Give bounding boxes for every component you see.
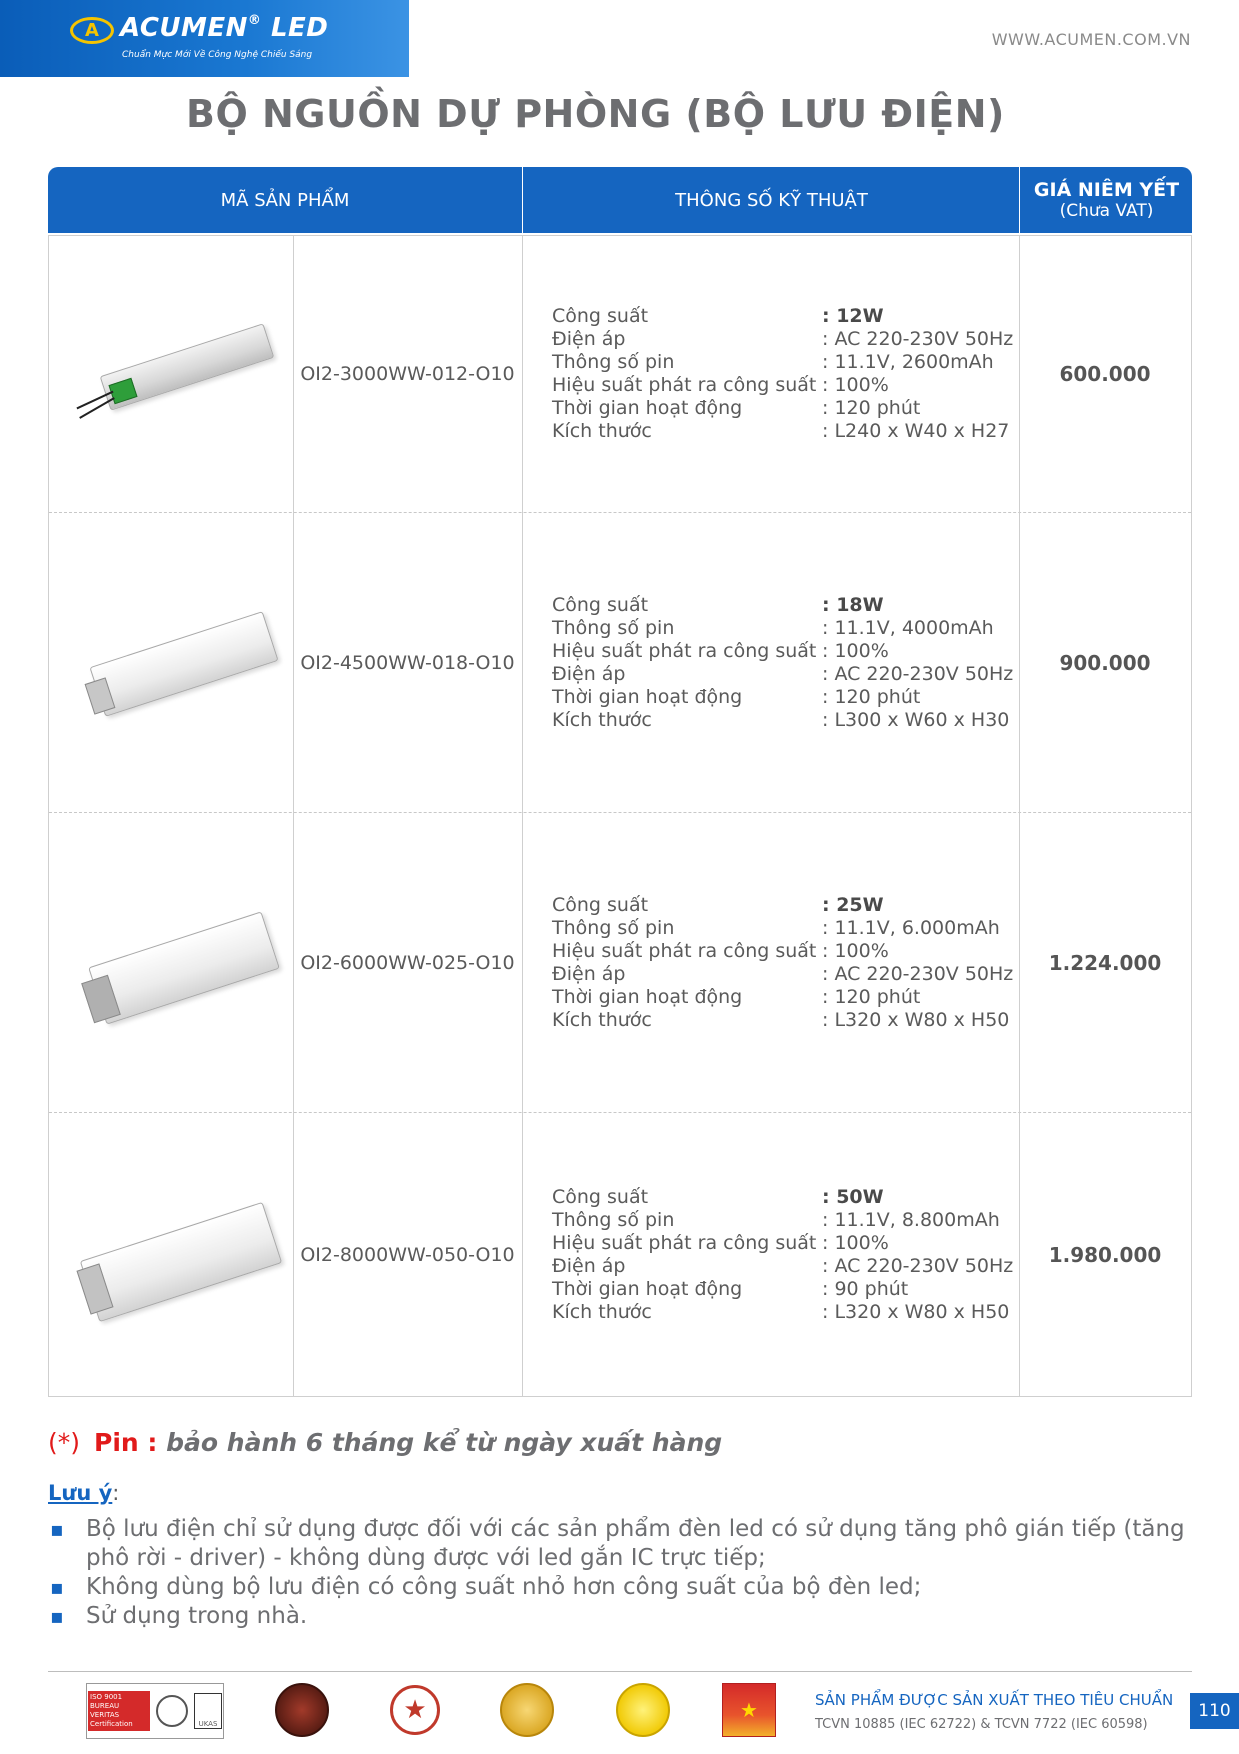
- product-price: 1.980.000: [1048, 1243, 1162, 1267]
- spec-line: Thời gian hoạt động : 90 phút: [552, 1278, 909, 1300]
- spec-line: Hiệu suất phát ra công suất : 100%: [552, 940, 889, 962]
- spec-line: Thời gian hoạt động : 120 phút: [552, 686, 921, 708]
- standard-codes: TCVN 10885 (IEC 62722) & TCVN 7722 (IEC 60598): [815, 1717, 1148, 1732]
- col-header-price: GIÁ NIÊM YẾT (Chưa VAT): [1019, 167, 1193, 233]
- product-image: [49, 1113, 293, 1397]
- product-table: [48, 235, 1192, 1397]
- product-code: OI2-3000WW-012-O10: [300, 363, 515, 385]
- bullet-icon: ▪: [50, 1575, 64, 1599]
- spec-line: Thông số pin : 11.1V, 8.800mAh: [552, 1209, 1000, 1231]
- spec-cell: [522, 236, 1019, 512]
- spec-line: Điện áp : AC 220-230V 50Hz: [552, 963, 1014, 985]
- spec-line: Công suất : 25W: [552, 894, 884, 916]
- bullet-icon: ▪: [50, 1604, 64, 1628]
- page-number: 110: [1190, 1693, 1239, 1729]
- product-image: [49, 236, 293, 512]
- table-header: [48, 167, 1192, 233]
- notes-list: [48, 1515, 1198, 1631]
- vietnam-quality-award-icon: ★: [721, 1683, 777, 1737]
- spec-line: Thời gian hoạt động : 120 phút: [552, 986, 921, 1008]
- logo-mark-icon: A: [70, 17, 114, 44]
- column-divider: [522, 236, 523, 1396]
- website-url: WWW.ACUMEN.COM.VN: [991, 30, 1191, 49]
- product-code: OI2-4500WW-018-O10: [300, 652, 515, 674]
- logo-wordmark: ACUMEN® LED: [120, 13, 329, 43]
- spec-line: Điện áp : AC 220-230V 50Hz: [552, 1255, 1014, 1277]
- product-price: 1.224.000: [1048, 951, 1162, 975]
- spec-line: Kích thước : L320 x W80 x H50: [552, 1301, 1010, 1323]
- iso-certificate-logo: ISO 9001 BUREAU VERITAS Certification UKAS: [86, 1683, 224, 1739]
- star-award-icon: ★: [388, 1683, 442, 1737]
- col-header-spec: THÔNG SỐ KỸ THUẬT: [522, 167, 1020, 233]
- product-image: [49, 813, 293, 1113]
- spec-cell: [522, 1113, 1019, 1397]
- spec-line: Thời gian hoạt động : 120 phút: [552, 397, 921, 419]
- list-item: ▪ Bộ lưu điện chỉ sử dụng được đối với các sản phẩm đèn led có sử dụng tăng phô gián tiếp (tăng phô rời - driver) - không dùng được với led gắn IC trực tiếp;: [50, 1516, 1185, 1571]
- notes-heading: Lưu ý:: [48, 1481, 120, 1505]
- spec-line: Hiệu suất phát ra công suất : 100%: [552, 1232, 889, 1254]
- product-price: 900.000: [1059, 651, 1151, 675]
- seal-icon: [156, 1695, 188, 1727]
- spec-line: Điện áp : AC 220-230V 50Hz: [552, 328, 1014, 350]
- footer-divider: [48, 1671, 1192, 1672]
- col-header-code: MÃ SẢN PHẨM: [220, 189, 350, 211]
- yellow-award-icon: [616, 1683, 670, 1737]
- standard-title: SẢN PHẨM ĐƯỢC SẢN XUẤT THEO TIÊU CHUẨN: [815, 1691, 1174, 1709]
- spec-line: Thông số pin : 11.1V, 2600mAh: [552, 351, 994, 373]
- spec-line: Công suất : 12W: [552, 305, 884, 327]
- award-medal-icon: [275, 1683, 329, 1737]
- spec-line: Thông số pin : 11.1V, 6.000mAh: [552, 917, 1000, 939]
- product-code: OI2-6000WW-025-O10: [300, 952, 515, 974]
- spec-line: Hiệu suất phát ra công suất : 100%: [552, 640, 889, 662]
- column-divider: [293, 236, 294, 1396]
- gold-award-icon: [500, 1683, 554, 1737]
- spec-line: Công suất : 50W: [552, 1186, 884, 1208]
- spec-line: Kích thước : L300 x W60 x H30: [552, 709, 1010, 731]
- page-title: BỘ NGUỒN DỰ PHÒNG (BỘ LƯU ĐIỆN): [186, 92, 1005, 136]
- spec-line: Kích thước : L320 x W80 x H50: [552, 1009, 1010, 1031]
- product-code: OI2-8000WW-050-O10: [300, 1244, 515, 1266]
- bullet-icon: ▪: [50, 1517, 64, 1541]
- pin-warranty-note: (*) Pin : bảo hành 6 tháng kể từ ngày xuất hàng: [48, 1428, 723, 1457]
- spec-line: Điện áp : AC 220-230V 50Hz: [552, 663, 1014, 685]
- spec-line: Công suất : 18W: [552, 594, 884, 616]
- spec-line: Thông số pin : 11.1V, 4000mAh: [552, 617, 994, 639]
- list-item: ▪ Không dùng bộ lưu điện có công suất nhỏ hơn công suất của bộ đèn led;: [50, 1574, 922, 1600]
- spec-line: Hiệu suất phát ra công suất : 100%: [552, 374, 889, 396]
- column-divider: [1019, 236, 1020, 1396]
- spec-cell: [522, 813, 1019, 1113]
- product-image: [49, 513, 293, 813]
- spec-cell: [522, 513, 1019, 813]
- list-item: ▪ Sử dụng trong nhà.: [50, 1603, 308, 1629]
- product-price: 600.000: [1059, 362, 1151, 386]
- logo-tagline: Chuẩn Mực Mới Về Công Nghệ Chiếu Sáng: [122, 50, 313, 60]
- brand-logo: [0, 0, 409, 77]
- spec-line: Kích thước : L240 x W40 x H27: [552, 420, 1010, 442]
